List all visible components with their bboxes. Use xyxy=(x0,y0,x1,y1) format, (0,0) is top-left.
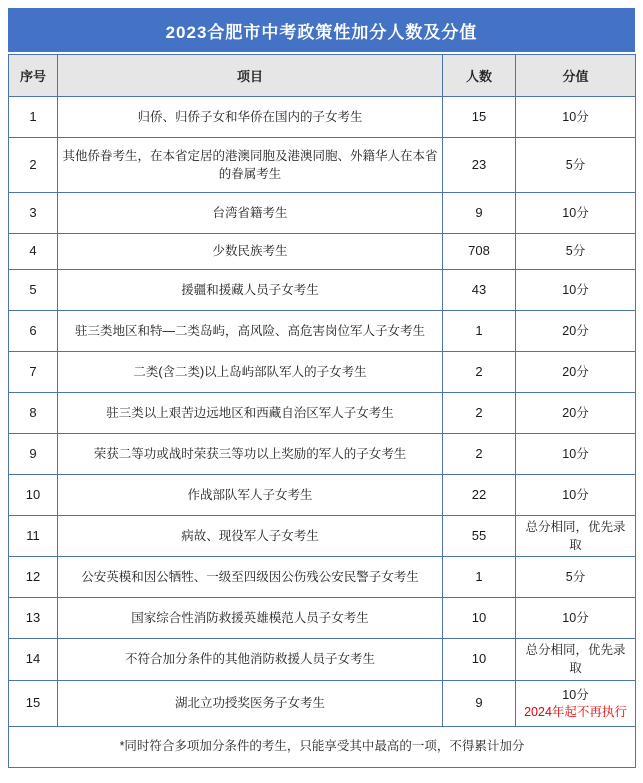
cell-count: 2 xyxy=(443,352,516,393)
cell-no: 4 xyxy=(9,234,58,270)
cell-score: 20分 xyxy=(516,393,636,434)
cell-score: 总分相同，优先录取 xyxy=(516,639,636,680)
cell-no: 2 xyxy=(9,138,58,193)
cell-item: 归侨、归侨子女和华侨在国内的子女考生 xyxy=(58,97,443,138)
score-table xyxy=(8,54,636,768)
column-header-score: 分值 xyxy=(516,55,636,97)
cell-item: 不符合加分条件的其他消防救援人员子女考生 xyxy=(58,639,443,680)
cell-item: 公安英模和因公牺牲、一级至四级因公伤残公安民警子女考生 xyxy=(58,557,443,598)
table-row xyxy=(9,234,636,270)
cell-item: 荣获二等功或战时荣获三等功以上奖励的军人的子女考生 xyxy=(58,434,443,475)
cell-no: 14 xyxy=(9,639,58,680)
cell-no: 5 xyxy=(9,270,58,311)
cell-score: 10分 xyxy=(516,193,636,234)
table-row xyxy=(9,680,636,726)
cell-count: 708 xyxy=(443,234,516,270)
cell-count: 43 xyxy=(443,270,516,311)
footnote-row xyxy=(9,726,636,767)
cell-count: 23 xyxy=(443,138,516,193)
bonus-points-table-page xyxy=(8,8,635,768)
cell-count: 22 xyxy=(443,475,516,516)
cell-score: 10分 xyxy=(516,97,636,138)
cell-no: 3 xyxy=(9,193,58,234)
cell-no: 15 xyxy=(9,680,58,726)
cell-count: 55 xyxy=(443,516,516,557)
column-header-no: 序号 xyxy=(9,55,58,97)
footnote: *同时符合多项加分条件的考生，只能享受其中最高的一项，不得累计加分 xyxy=(9,726,636,767)
cell-count: 10 xyxy=(443,598,516,639)
table-row xyxy=(9,193,636,234)
cell-no: 13 xyxy=(9,598,58,639)
cell-count: 9 xyxy=(443,680,516,726)
cell-count: 1 xyxy=(443,557,516,598)
cell-score: 5分 xyxy=(516,557,636,598)
cell-no: 7 xyxy=(9,352,58,393)
cell-item: 二类(含二类)以上岛屿部队军人的子女考生 xyxy=(58,352,443,393)
cell-score xyxy=(516,680,636,726)
cell-score: 10分 xyxy=(516,475,636,516)
table-row xyxy=(9,516,636,557)
cell-score-main: 10分 xyxy=(562,687,589,702)
cell-item: 驻三类地区和特—二类岛屿，高风险、高危害岗位军人子女考生 xyxy=(58,311,443,352)
cell-score: 5分 xyxy=(516,234,636,270)
cell-score-discontinued-note: 2024年起不再执行 xyxy=(524,704,627,719)
table-row xyxy=(9,311,636,352)
cell-count: 10 xyxy=(443,639,516,680)
column-header-count: 人数 xyxy=(443,55,516,97)
cell-no: 1 xyxy=(9,97,58,138)
cell-count: 2 xyxy=(443,434,516,475)
cell-no: 6 xyxy=(9,311,58,352)
cell-item: 国家综合性消防救援英雄模范人员子女考生 xyxy=(58,598,443,639)
cell-count: 1 xyxy=(443,311,516,352)
cell-score: 总分相同，优先录取 xyxy=(516,516,636,557)
cell-item: 台湾省籍考生 xyxy=(58,193,443,234)
cell-score: 10分 xyxy=(516,598,636,639)
cell-count: 2 xyxy=(443,393,516,434)
table-row xyxy=(9,138,636,193)
cell-score: 20分 xyxy=(516,311,636,352)
cell-item: 湖北立功授奖医务子女考生 xyxy=(58,680,443,726)
cell-count: 9 xyxy=(443,193,516,234)
table-row xyxy=(9,557,636,598)
cell-item: 病故、现役军人子女考生 xyxy=(58,516,443,557)
table-row xyxy=(9,639,636,680)
cell-score: 10分 xyxy=(516,270,636,311)
table-row xyxy=(9,352,636,393)
cell-score: 10分 xyxy=(516,434,636,475)
cell-score: 5分 xyxy=(516,138,636,193)
cell-score: 20分 xyxy=(516,352,636,393)
cell-count: 15 xyxy=(443,97,516,138)
table-row xyxy=(9,270,636,311)
cell-no: 8 xyxy=(9,393,58,434)
header-row xyxy=(9,55,636,97)
table-row xyxy=(9,434,636,475)
table-row xyxy=(9,97,636,138)
cell-item: 援疆和援藏人员子女考生 xyxy=(58,270,443,311)
cell-no: 11 xyxy=(9,516,58,557)
column-header-item: 项目 xyxy=(58,55,443,97)
table-row xyxy=(9,598,636,639)
page-title: 2023合肥市中考政策性加分人数及分值 xyxy=(8,8,635,52)
cell-no: 9 xyxy=(9,434,58,475)
cell-item: 少数民族考生 xyxy=(58,234,443,270)
table-row xyxy=(9,393,636,434)
cell-item: 驻三类以上艰苦边远地区和西藏自治区军人子女考生 xyxy=(58,393,443,434)
cell-no: 12 xyxy=(9,557,58,598)
cell-no: 10 xyxy=(9,475,58,516)
cell-item: 其他侨眷考生，在本省定居的港澳同胞及港澳同胞、外籍华人在本省的眷属考生 xyxy=(58,138,443,193)
cell-item: 作战部队军人子女考生 xyxy=(58,475,443,516)
table-row xyxy=(9,475,636,516)
